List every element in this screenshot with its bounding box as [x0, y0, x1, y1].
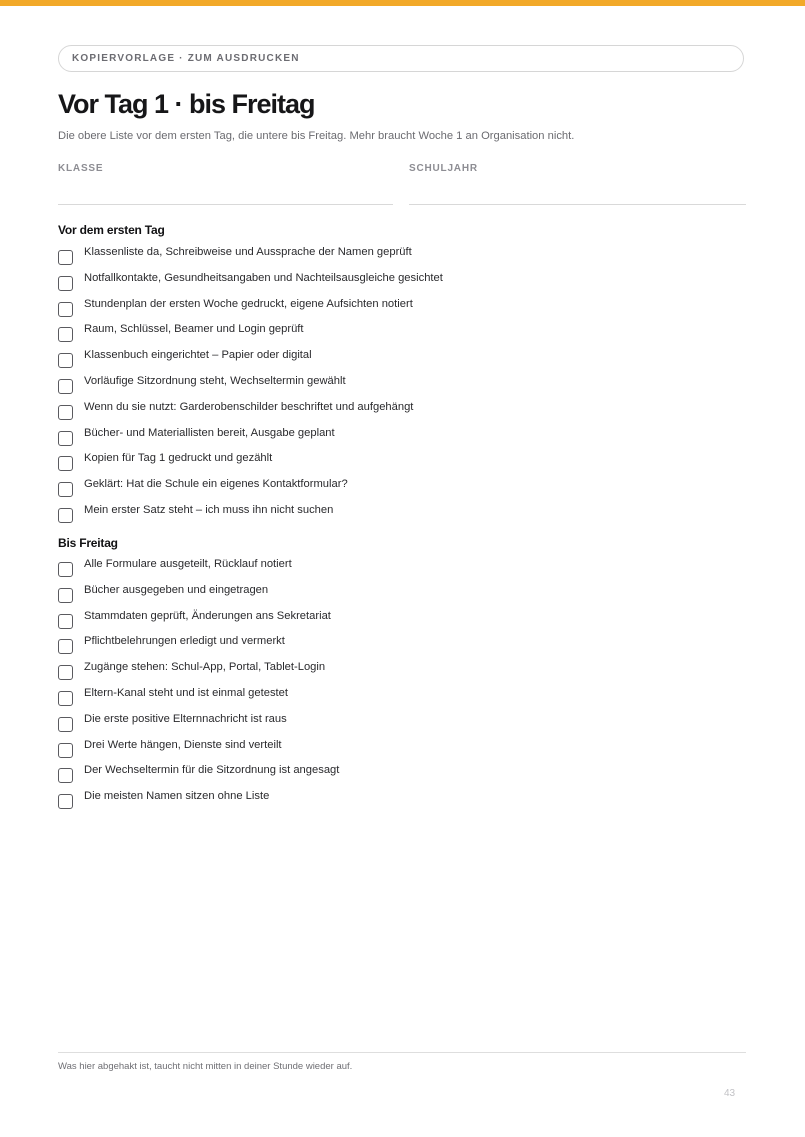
checklist-item-label: Alle Formulare ausgeteilt, Rücklauf notiert	[84, 558, 292, 570]
checklist-item-label: Wenn du sie nutzt: Garderobenschilder beschriftet und aufgehängt	[84, 400, 414, 413]
checklist-item-label: Vorläufige Sitzordnung steht, Wechseltermin gewählt	[84, 374, 346, 387]
checklist-item-label: Stammdaten geprüft, Änderungen ans Sekretariat	[84, 609, 331, 622]
checkbox[interactable]	[58, 302, 73, 317]
checklist-item-label: Raum, Schlüssel, Beamer und Login geprüft	[84, 323, 304, 336]
checkbox[interactable]	[58, 276, 73, 291]
checkbox[interactable]	[58, 614, 73, 629]
checkbox[interactable]	[58, 665, 73, 680]
checkbox[interactable]	[58, 379, 73, 394]
checklist-item-label: Bücher ausgegeben und eingetragen	[84, 583, 269, 596]
checklist-item-label: Drei Werte hängen, Dienste sind verteilt	[84, 738, 282, 751]
checkbox[interactable]	[58, 482, 73, 497]
checklist-item-label: Eltern-Kanal steht und ist einmal getestet	[84, 686, 288, 699]
checkbox[interactable]	[58, 717, 73, 732]
accent-bar	[0, 0, 805, 6]
checkbox[interactable]	[58, 691, 73, 706]
checkbox[interactable]	[58, 353, 73, 368]
page-subtitle: Die obere Liste vor dem ersten Tag, die untere bis Freitag. Mehr braucht Woche 1 an Organisation nicht.	[58, 130, 575, 142]
checkbox[interactable]	[58, 508, 73, 523]
schuljahr-label: SCHULJAHR	[409, 163, 478, 174]
checklist-item-label: Zugänge stehen: Schul-App, Portal, Tablet-Login	[84, 661, 326, 674]
checklist-item-label: Pflichtbelehrungen erledigt und vermerkt	[84, 635, 285, 648]
checklist-item-label: Notfallkontakte, Gesundheitsangaben und Nachteilsausgleiche gesichtet	[84, 271, 443, 284]
page-number: 43	[724, 1088, 736, 1099]
klasse-label: KLASSE	[58, 163, 104, 174]
checklist-item-label: Klassenliste da, Schreibweise und Aussprache der Namen geprüft	[84, 246, 412, 258]
checklist-item-label: Geklärt: Hat die Schule ein eigenes Kontaktformular?	[84, 478, 348, 491]
checkbox[interactable]	[58, 250, 73, 265]
footer-note: Was hier abgehakt ist, taucht nicht mitten in deiner Stunde wieder auf.	[58, 1061, 353, 1072]
klasse-field[interactable]	[58, 204, 393, 205]
checkbox[interactable]	[58, 405, 73, 420]
checklist-item-label: Stundenplan der ersten Woche gedruckt, eigene Aufsichten notiert	[84, 297, 413, 310]
section-heading-vor-dem-ersten-tag: Vor dem ersten Tag	[58, 223, 165, 237]
checkbox[interactable]	[58, 456, 73, 471]
footer-divider	[58, 1052, 746, 1053]
checkbox[interactable]	[58, 743, 73, 758]
schuljahr-field[interactable]	[409, 204, 746, 205]
checklist-item-label: Die erste positive Elternnachricht ist raus	[84, 712, 287, 725]
checkbox[interactable]	[58, 588, 73, 603]
checkbox[interactable]	[58, 431, 73, 446]
checklist-item-label: Kopien für Tag 1 gedruckt und gezählt	[84, 452, 273, 465]
checkbox[interactable]	[58, 639, 73, 654]
section-heading-bis-freitag: Bis Freitag	[58, 536, 118, 550]
checkbox[interactable]	[58, 562, 73, 577]
checklist-item-label: Der Wechseltermin für die Sitzordnung ist angesagt	[84, 764, 340, 777]
checklist-item-label: Bücher- und Materiallisten bereit, Ausgabe geplant	[84, 426, 335, 439]
checklist-item-label: Mein erster Satz steht – ich muss ihn nicht suchen	[84, 503, 334, 516]
page-title: Vor Tag 1 · bis Freitag	[58, 89, 315, 119]
copy-template-label: KOPIERVORLAGE · ZUM AUSDRUCKEN	[58, 45, 744, 72]
checklist-item-label: Klassenbuch eingerichtet – Papier oder digital	[84, 349, 312, 362]
checkbox[interactable]	[58, 327, 73, 342]
checklist-item-label: Die meisten Namen sitzen ohne Liste	[84, 790, 270, 803]
checkbox[interactable]	[58, 794, 73, 809]
checkbox[interactable]	[58, 768, 73, 783]
